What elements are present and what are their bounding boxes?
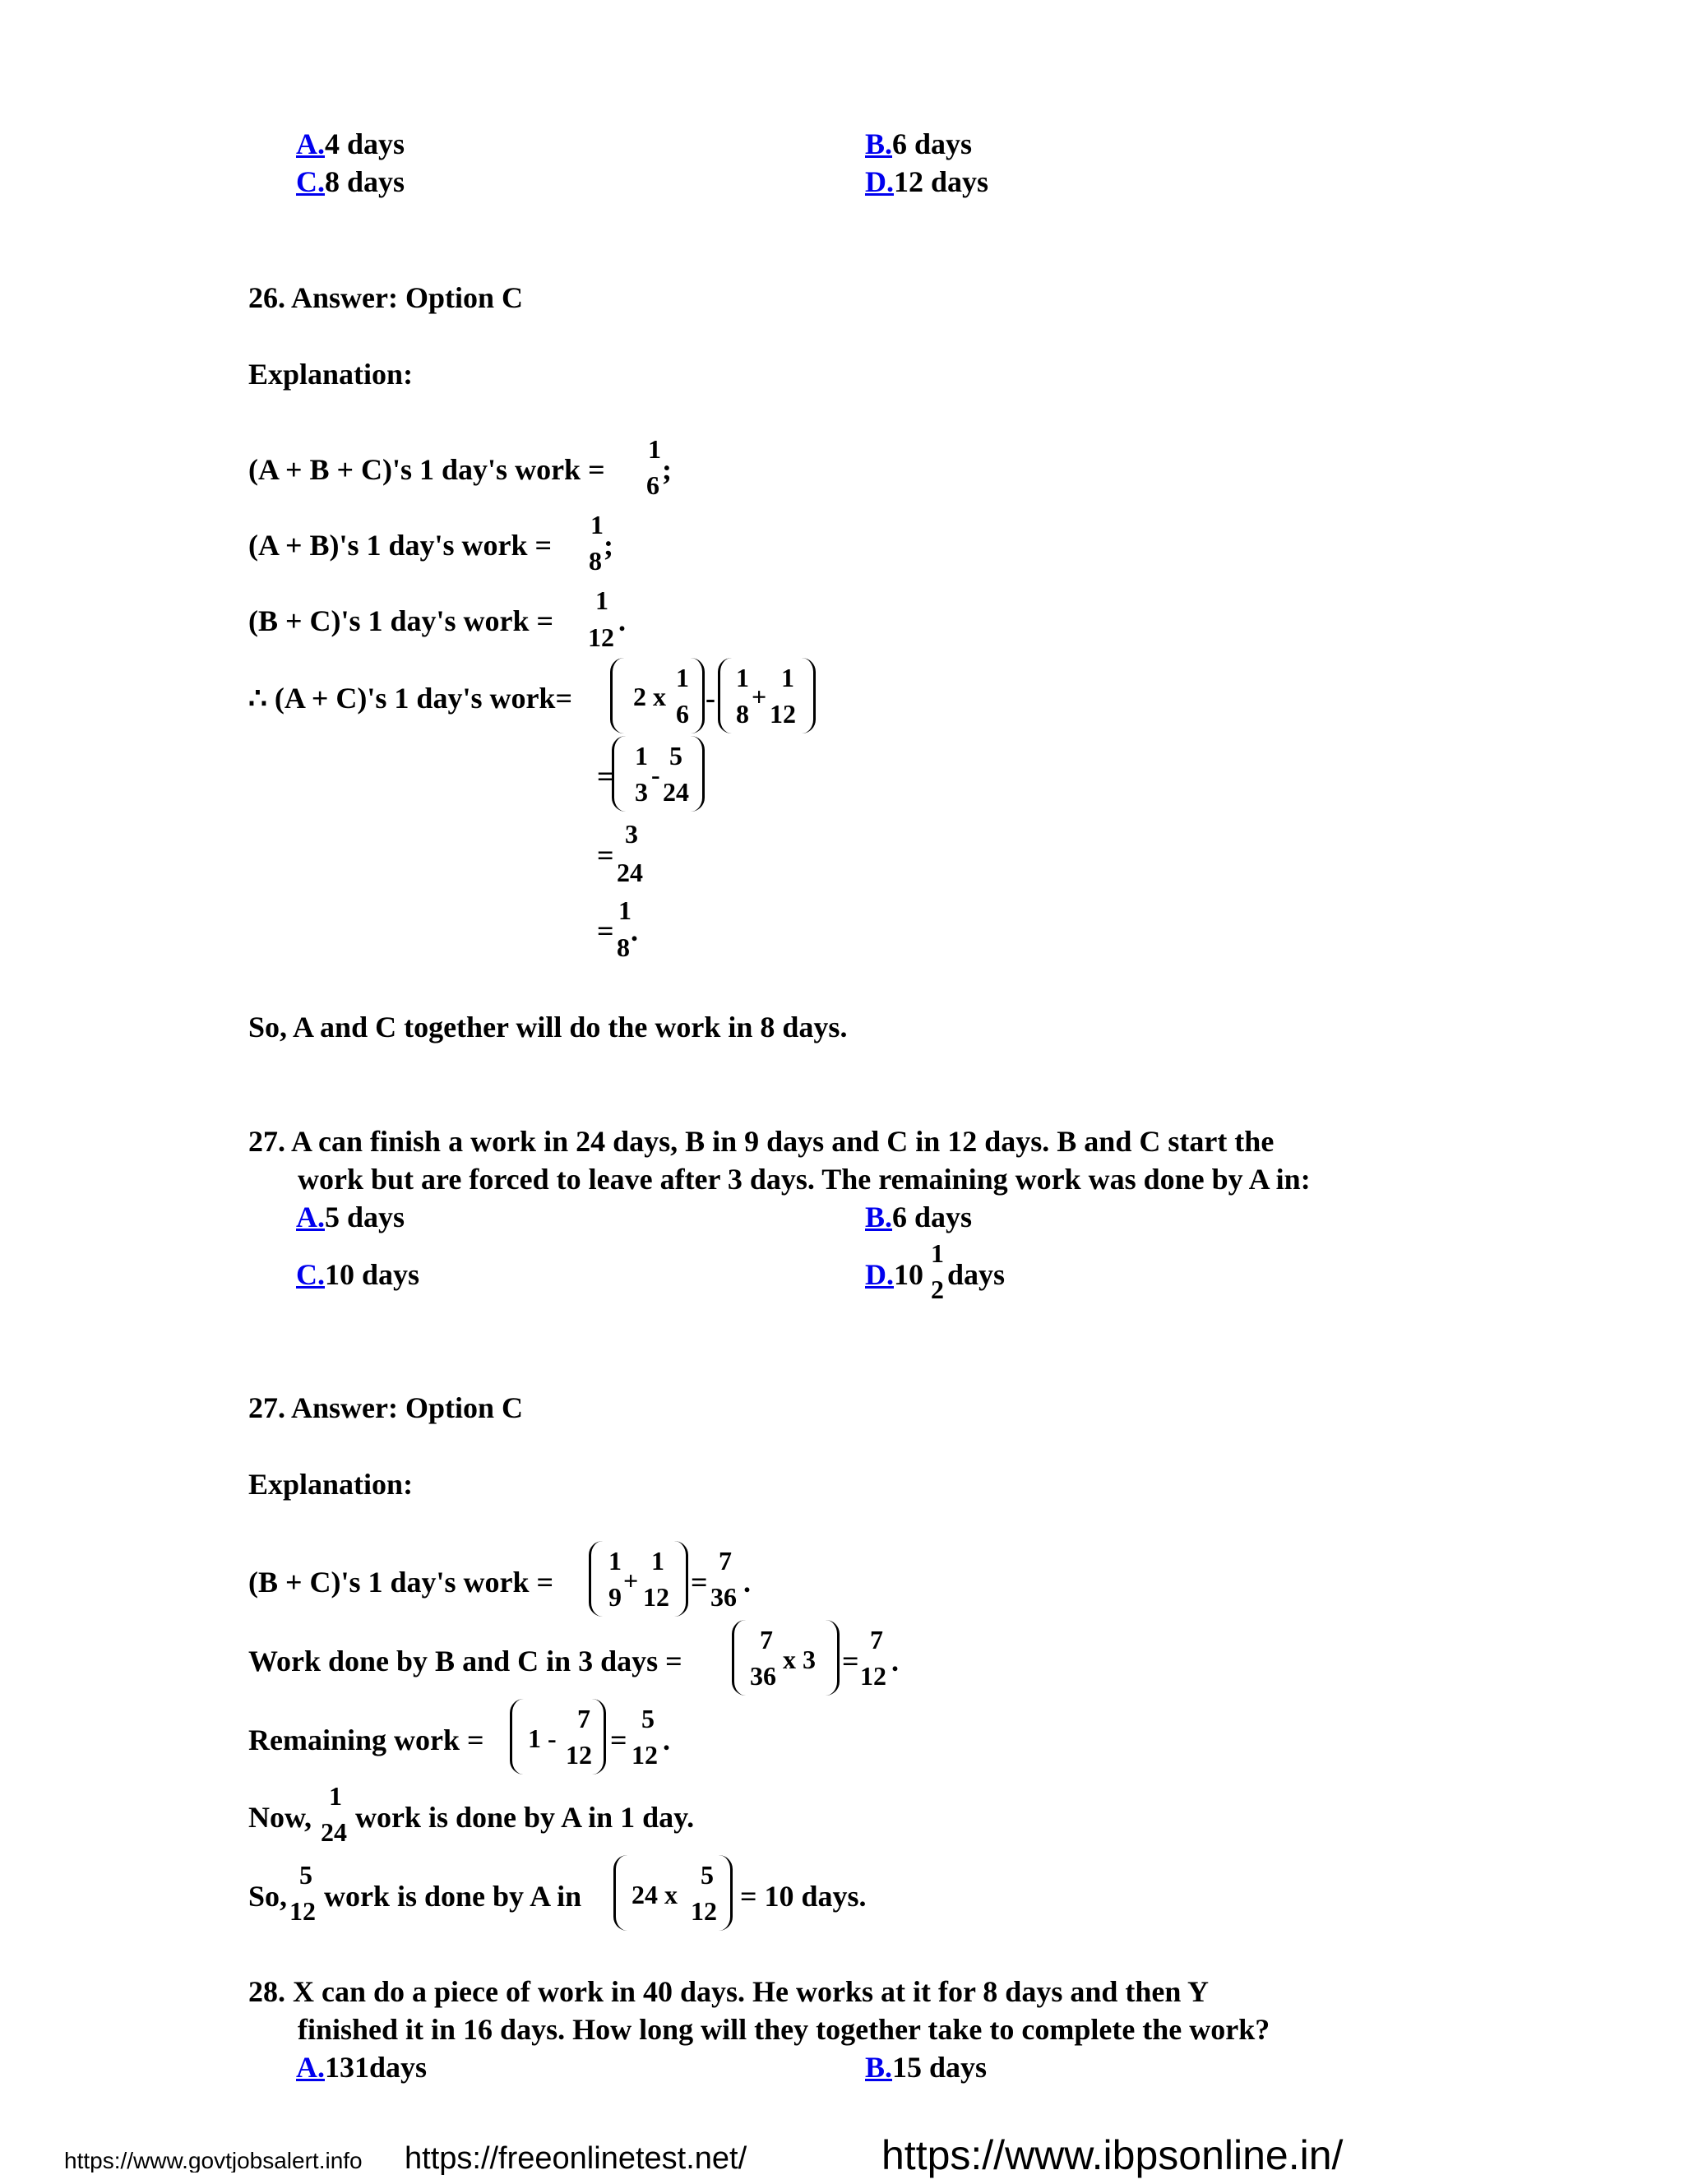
footer-url-ibpsonline[interactable]: https://www.ibpsonline.in/ xyxy=(881,2132,1344,2178)
math-term: 2 x xyxy=(633,682,666,711)
denominator: 6 xyxy=(676,699,689,729)
q28-option-b[interactable] xyxy=(865,2052,987,2082)
numerator: 7 xyxy=(719,1546,732,1576)
a27-line5-text: work is done by A in xyxy=(324,1880,582,1913)
option-d-suffix: days xyxy=(947,1258,1006,1291)
a26-line1: (A + B + C)'s 1 day's work = xyxy=(248,453,605,486)
operator: - xyxy=(651,760,660,789)
math-term: x 3 xyxy=(783,1645,816,1674)
numerator: 1 xyxy=(329,1781,342,1811)
q27-option-d[interactable] xyxy=(865,1260,923,1289)
right-paren xyxy=(826,1620,840,1696)
right-paren xyxy=(691,736,705,812)
option-text: 10 days xyxy=(325,1258,420,1291)
option-text: 10 xyxy=(894,1258,923,1291)
a27-line4-text: work is done by A in 1 day. xyxy=(355,1801,695,1834)
q28-option-a[interactable] xyxy=(296,2052,427,2082)
left-paren xyxy=(613,1855,627,1931)
a27-line4-prefix: Now, xyxy=(248,1801,312,1834)
left-paren xyxy=(732,1620,746,1696)
punctuation: . xyxy=(743,1566,751,1599)
equals: = xyxy=(610,1724,627,1756)
numerator: 5 xyxy=(641,1704,655,1733)
equals: = xyxy=(597,839,614,872)
math-term: 24 x xyxy=(632,1880,678,1909)
punctuation: . xyxy=(618,604,626,637)
numerator: 1 xyxy=(590,510,604,539)
numerator: 1 xyxy=(635,741,648,770)
q27-option-a[interactable] xyxy=(296,1202,405,1232)
denominator: 24 xyxy=(617,858,643,887)
a26-conclusion: So, A and C together will do the work in 8 days. xyxy=(248,1011,848,1043)
denominator: 8 xyxy=(617,932,630,962)
numerator: 1 xyxy=(608,1546,622,1576)
denominator: 12 xyxy=(691,1896,717,1926)
punctuation: . xyxy=(631,914,638,947)
a27-line2: Work done by B and C in 3 days = xyxy=(248,1645,682,1677)
denominator: 8 xyxy=(589,546,602,576)
denominator: 12 xyxy=(566,1740,592,1770)
left-paren xyxy=(589,1541,603,1617)
numerator: 1 xyxy=(595,585,608,615)
numerator: 1 xyxy=(648,434,661,464)
denominator: 12 xyxy=(770,699,796,729)
denominator: 8 xyxy=(736,699,749,729)
equals: = xyxy=(597,914,614,947)
q25-option-d[interactable] xyxy=(865,167,988,197)
explanation-label: Explanation: xyxy=(248,358,414,391)
denominator: 2 xyxy=(931,1275,944,1304)
question-28-line2: finished it in 16 days. How long will they together take to complete the work? xyxy=(298,2013,1270,2046)
punctuation: . xyxy=(891,1645,899,1677)
numerator: 1 xyxy=(781,663,794,692)
numerator: 1 xyxy=(618,895,632,925)
option-letter-link[interactable]: C. xyxy=(296,165,325,198)
answer-27-title: 27. Answer: Option C xyxy=(248,1391,524,1424)
denominator: 3 xyxy=(635,777,648,807)
option-text: 6 days xyxy=(892,1201,973,1233)
math-term: 1 - xyxy=(528,1724,557,1753)
right-paren xyxy=(719,1855,733,1931)
a26-line4: ∴ (A + C)'s 1 day's work= xyxy=(248,682,572,715)
equals: = xyxy=(842,1645,859,1677)
q25-option-b[interactable] xyxy=(865,129,972,159)
option-letter-link[interactable]: D. xyxy=(865,165,894,198)
footer-url-govtjobsalert[interactable]: https://www.govtjobsalert.info xyxy=(64,2149,363,2172)
option-text: 131days xyxy=(325,2051,428,2084)
numerator: 1 xyxy=(651,1546,664,1576)
numerator: 5 xyxy=(701,1860,714,1890)
right-paren xyxy=(802,658,816,733)
numerator: 7 xyxy=(577,1704,590,1733)
q27-option-b[interactable] xyxy=(865,1202,972,1232)
denominator: 12 xyxy=(588,622,614,652)
left-paren xyxy=(510,1699,524,1774)
q27-option-c[interactable] xyxy=(296,1260,419,1289)
numerator: 1 xyxy=(931,1238,944,1268)
right-paren xyxy=(674,1541,688,1617)
denominator: 12 xyxy=(860,1661,886,1691)
equals: = xyxy=(691,1566,708,1599)
denominator: 12 xyxy=(632,1740,658,1770)
equals: = xyxy=(597,760,614,793)
left-paren xyxy=(718,658,732,733)
option-text: 15 days xyxy=(892,2051,988,2084)
denominator: 12 xyxy=(289,1896,316,1926)
option-text: 12 days xyxy=(894,165,989,198)
a26-line2: (A + B)'s 1 day's work = xyxy=(248,529,553,562)
numerator: 1 xyxy=(736,663,749,692)
option-letter-link[interactable]: A. xyxy=(296,1201,325,1233)
answer-26-title: 26. Answer: Option C xyxy=(248,281,524,314)
denominator: 36 xyxy=(750,1661,776,1691)
denominator: 36 xyxy=(710,1582,737,1612)
denominator: 9 xyxy=(608,1582,622,1612)
q25-option-c[interactable] xyxy=(296,167,405,197)
a27-line3: Remaining work = xyxy=(248,1724,484,1756)
question-28-line1: 28. X can do a piece of work in 40 days. He works at it for 8 days and then Y xyxy=(248,1975,1210,2008)
a27-line5-prefix: So, xyxy=(248,1880,288,1913)
punctuation: ; xyxy=(604,529,613,562)
option-letter-link[interactable]: C. xyxy=(296,1258,325,1291)
footer-url-freeonlinetest[interactable]: https://freeonlinetest.net/ xyxy=(405,2141,747,2176)
q25-option-a[interactable] xyxy=(296,129,405,159)
option-letter-link[interactable]: B. xyxy=(865,2051,893,2084)
option-text: 8 days xyxy=(325,165,405,198)
a27-line5-result: = 10 days. xyxy=(740,1880,867,1913)
operator: + xyxy=(623,1566,639,1595)
numerator: 5 xyxy=(299,1860,312,1890)
punctuation: ; xyxy=(662,453,672,486)
option-text: 5 days xyxy=(325,1201,405,1233)
a27-line1: (B + C)'s 1 day's work = xyxy=(248,1566,554,1599)
option-letter-link[interactable]: A. xyxy=(296,2051,325,2084)
numerator: 3 xyxy=(625,819,638,849)
option-letter-link[interactable]: D. xyxy=(865,1258,894,1291)
option-letter-link[interactable]: B. xyxy=(865,127,893,160)
numerator: 5 xyxy=(669,741,682,770)
question-27-line2: work but are forced to leave after 3 days. The remaining work was done by A in: xyxy=(298,1163,1311,1196)
option-text: 4 days xyxy=(325,127,405,160)
option-letter-link[interactable]: B. xyxy=(865,1201,893,1233)
question-27-line1: 27. A can finish a work in 24 days, B in 9 days and C in 12 days. B and C start the xyxy=(248,1125,1275,1158)
denominator: 12 xyxy=(643,1582,669,1612)
a26-line3: (B + C)'s 1 day's work = xyxy=(248,604,554,637)
explanation-label: Explanation: xyxy=(248,1468,414,1501)
punctuation: . xyxy=(663,1724,670,1756)
left-paren xyxy=(610,658,624,733)
right-paren xyxy=(691,658,705,733)
option-letter-link[interactable]: A. xyxy=(296,127,325,160)
numerator: 7 xyxy=(870,1625,883,1654)
denominator: 24 xyxy=(321,1817,347,1847)
denominator: 24 xyxy=(663,777,689,807)
denominator: 6 xyxy=(646,470,659,500)
operator: - xyxy=(706,682,715,715)
numerator: 1 xyxy=(676,663,689,692)
option-text: 6 days xyxy=(892,127,973,160)
right-paren xyxy=(592,1699,606,1774)
operator: + xyxy=(752,682,767,711)
left-paren xyxy=(612,736,626,812)
numerator: 7 xyxy=(760,1625,773,1654)
